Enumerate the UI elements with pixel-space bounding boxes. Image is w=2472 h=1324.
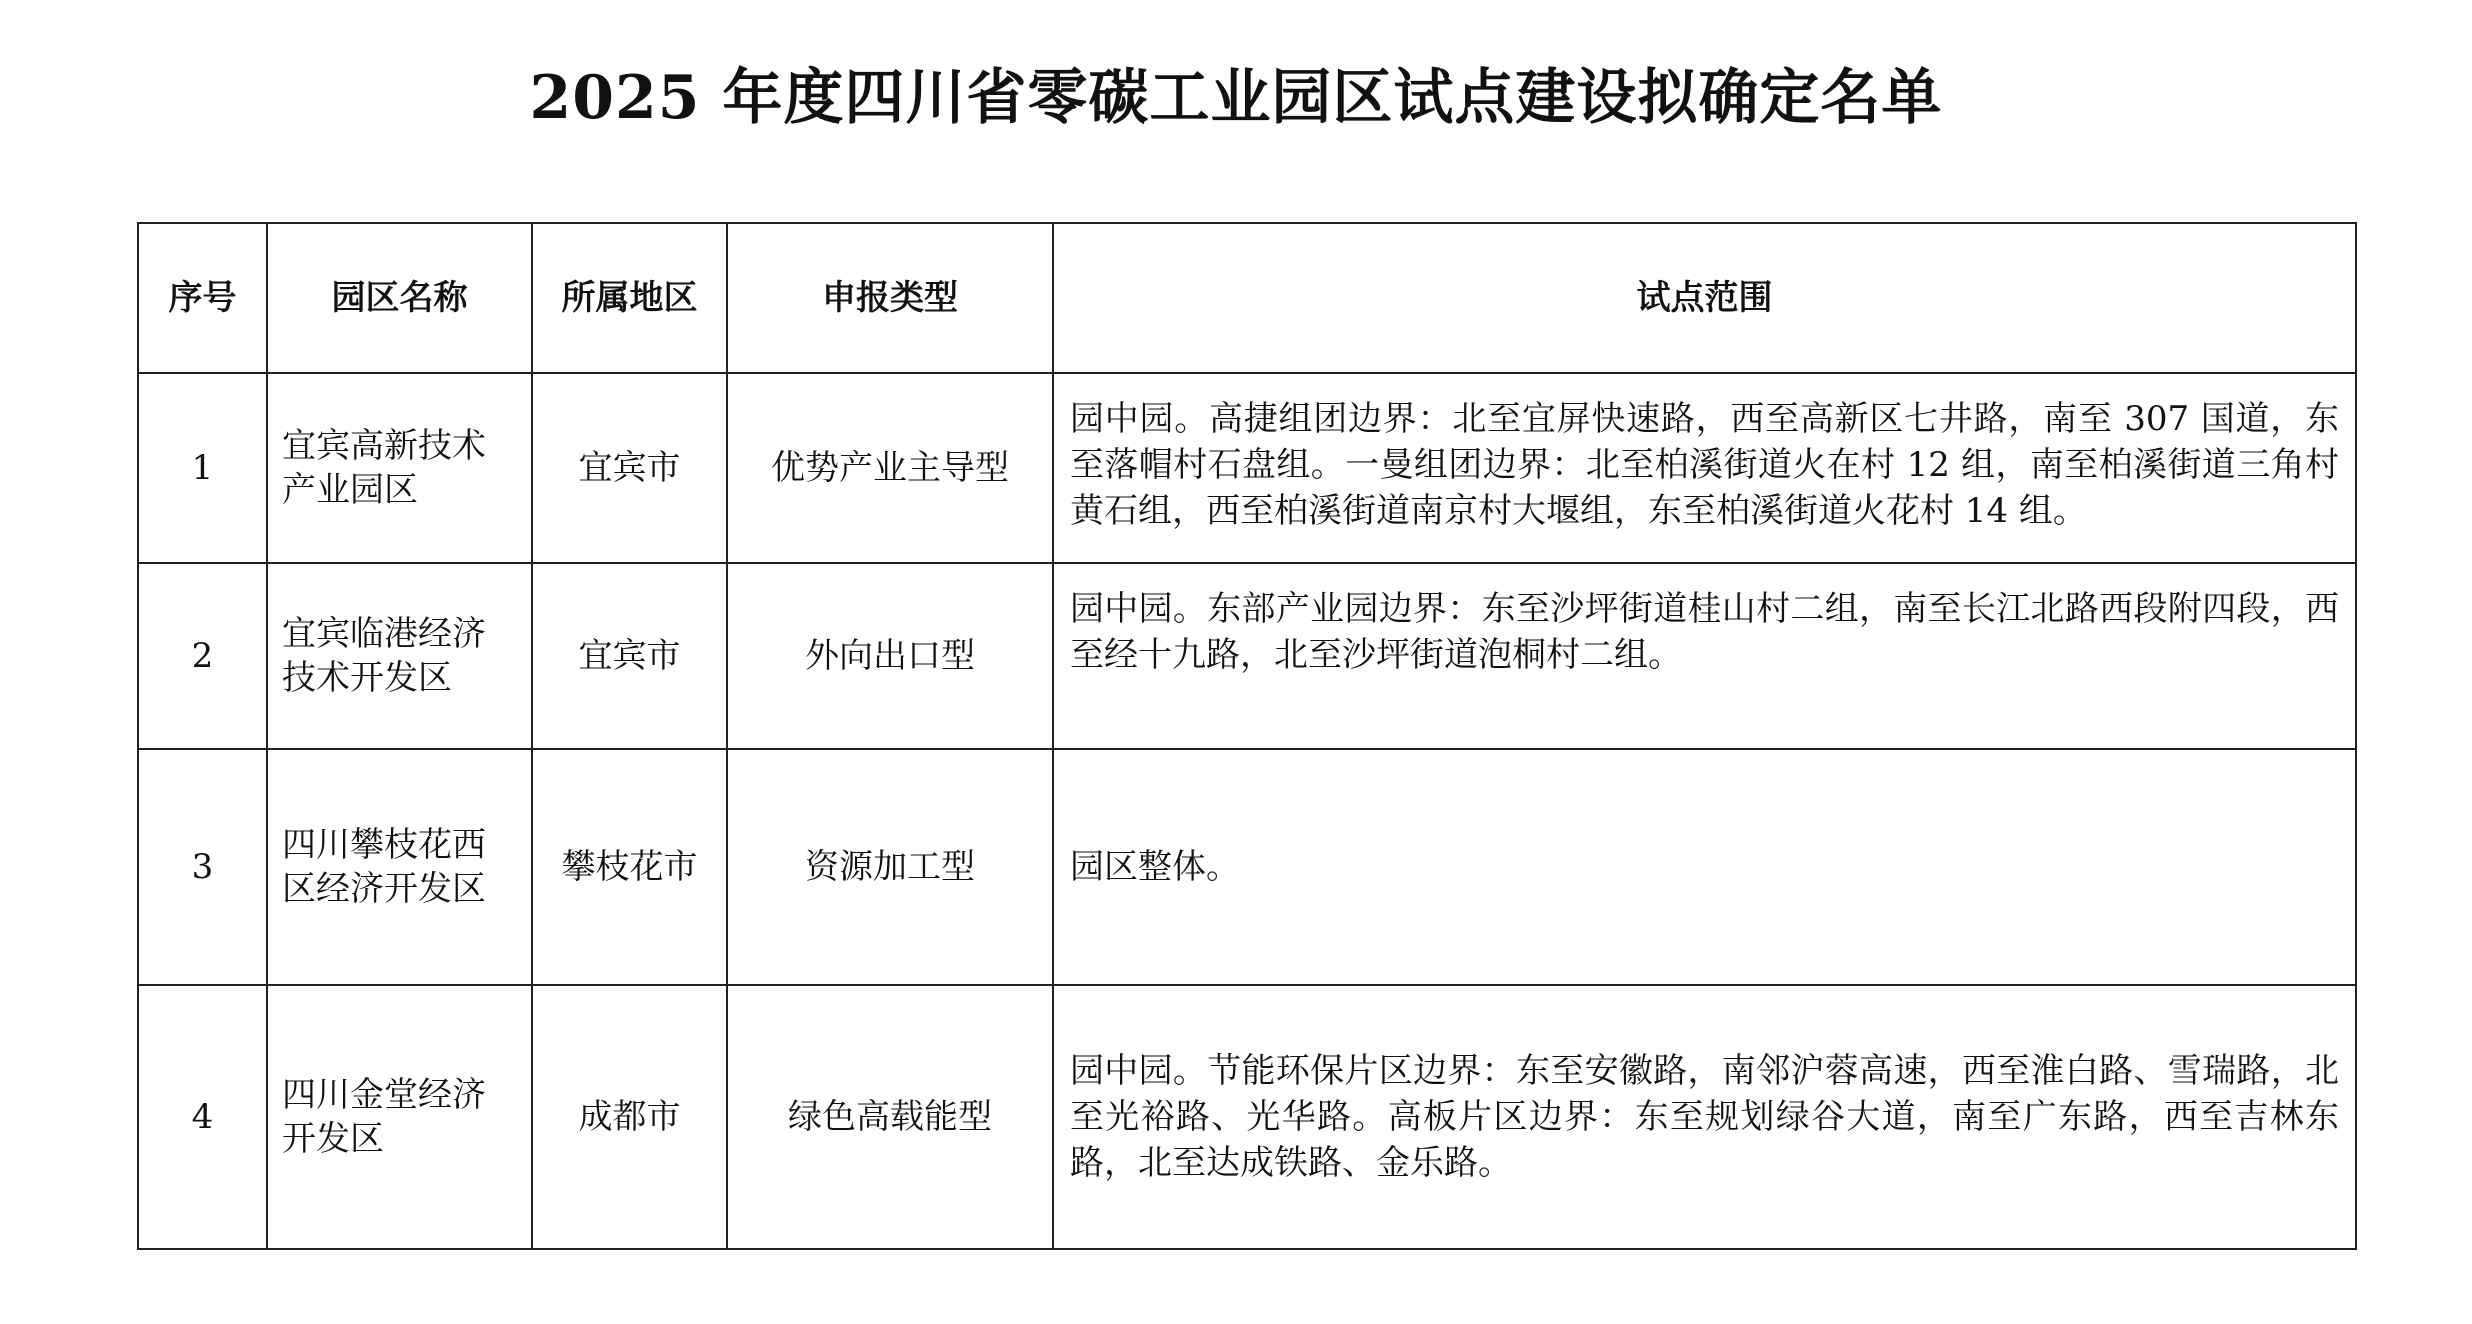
cell-park-name: 宜宾临港经济技术开发区 [267, 563, 532, 749]
cell-pilot-scope: 园中园。东部产业园边界：东至沙坪街道桂山村二组，南至长江北路西段附四段，西至经十九路，北至沙坪街道泡桐村二组。 [1053, 563, 2356, 749]
cell-park-name: 宜宾高新技术产业园区 [267, 373, 532, 563]
cell-application-type: 外向出口型 [727, 563, 1053, 749]
cell-pilot-scope: 园中园。节能环保片区边界：东至安徽路，南邻沪蓉高速，西至淮白路、雪瑞路，北至光裕路、光华路。高板片区边界：东至规划绿谷大道，南至广东路，西至吉林东路，北至达成铁路、金乐路。 [1053, 985, 2356, 1249]
cell-serial-number: 2 [138, 563, 267, 749]
table-row [138, 985, 2356, 1249]
cell-serial-number: 1 [138, 373, 267, 563]
page-title: 2025 年度四川省零碳工业园区试点建设拟确定名单 [529, 63, 1943, 133]
cell-region: 成都市 [532, 985, 727, 1249]
cell-region: 宜宾市 [532, 563, 727, 749]
cell-pilot-scope: 园中园。高捷组团边界：北至宜屏快速路，西至高新区七井路，南至 307 国道，东至落帽村石盘组。一曼组团边界：北至柏溪街道火在村 12 组，南至柏溪街道三角村黄石组，西至柏溪街道南京村大堰组，东至柏溪街道火花村 14 组。 [1053, 373, 2356, 563]
header-region: 所属地区 [532, 223, 727, 373]
pilot-park-list-table [137, 222, 2357, 1250]
cell-application-type: 资源加工型 [727, 749, 1053, 985]
table-row [138, 563, 2356, 749]
table-header-row [138, 223, 2356, 373]
cell-park-name: 四川攀枝花西区经济开发区 [267, 749, 532, 985]
header-application-type: 申报类型 [727, 223, 1053, 373]
cell-serial-number: 4 [138, 985, 267, 1249]
cell-application-type: 绿色高载能型 [727, 985, 1053, 1249]
cell-region: 宜宾市 [532, 373, 727, 563]
header-park-name: 园区名称 [267, 223, 532, 373]
cell-serial-number: 3 [138, 749, 267, 985]
header-pilot-scope: 试点范围 [1053, 223, 2356, 373]
cell-park-name: 四川金堂经济开发区 [267, 985, 532, 1249]
cell-pilot-scope: 园区整体。 [1053, 749, 2356, 985]
table-row [138, 373, 2356, 563]
header-serial-number: 序号 [138, 223, 267, 373]
cell-application-type: 优势产业主导型 [727, 373, 1053, 563]
table-row [138, 749, 2356, 985]
cell-region: 攀枝花市 [532, 749, 727, 985]
